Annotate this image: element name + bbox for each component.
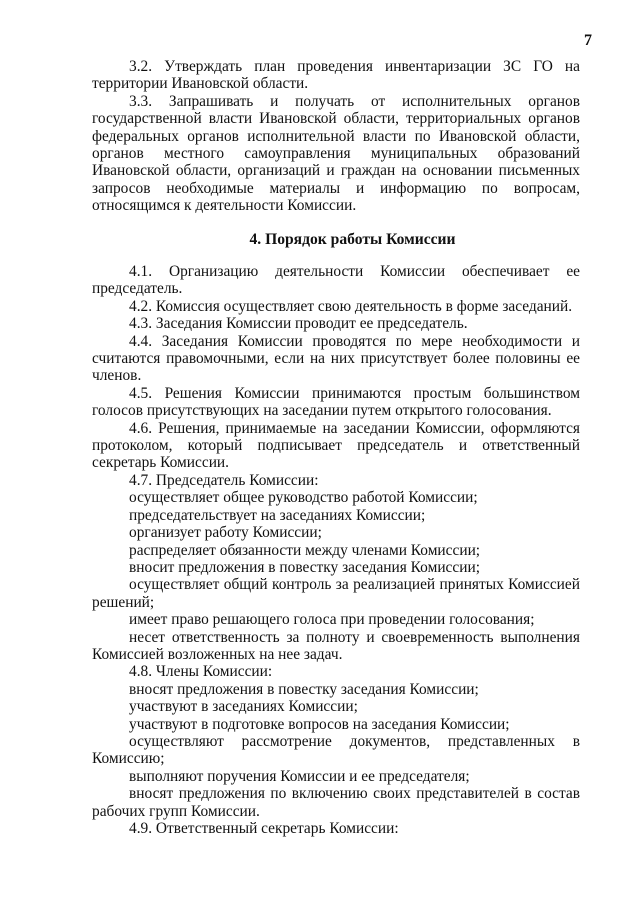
paragraph: 4.5. Решения Комиссии принимаются простым большинством голосов присутствующих на заседании путем открытого голосования. — [92, 384, 580, 420]
paragraph: 4.1. Организацию деятельности Комиссии обеспечивает ее председатель. — [92, 263, 580, 298]
paragraph: участвуют в заседаниях Комиссии; — [129, 698, 358, 716]
paragraph: 4.7. Председатель Комиссии: — [129, 471, 319, 489]
paragraph: осуществляет общее руководство работой Комиссии; — [129, 489, 478, 507]
paragraph: 4.8. Члены Комиссии: — [129, 663, 273, 681]
paragraph: распределяет обязанности между членами Комиссии; — [129, 541, 481, 559]
paragraph: осуществляет общий контроль за реализацией принятых Комиссией решений; — [92, 576, 580, 611]
paragraph: вносят предложения по включению своих представителей в состав рабочих групп Комиссии. — [92, 785, 580, 820]
paragraph: 4.3. Заседания Комиссии проводит ее председатель. — [129, 315, 468, 333]
paragraph: организует работу Комиссии; — [129, 524, 322, 542]
paragraph: 4.4. Заседания Комиссии проводятся по мере необходимости и считаются правомочными, если на них присутствует более половины ее членов. — [92, 332, 580, 385]
paragraph: председательствует на заседаниях Комиссии; — [129, 506, 426, 524]
section-3-body — [92, 58, 580, 215]
section-4-body — [92, 263, 580, 837]
paragraph: 4.9. Ответственный секретарь Комиссии: — [129, 820, 399, 837]
paragraph: вносят предложения в повестку заседания Комиссии; — [129, 680, 479, 698]
paragraph: осуществляют рассмотрение документов, представленных в Комиссию; — [92, 732, 580, 768]
paragraph: 4.2. Комиссия осуществляет свою деятельность в форме заседаний. — [129, 297, 573, 315]
paragraph: 3.3. Запрашивать и получать от исполнительных органов государственной власти Ивановской области, территориальных органов федеральных органов исполнительной власти по Ивановской области, органов местного самоуправления муниципальных образований Ивановской области, организаций и граждан на основании письменных запросов необходимые материалы и информацию по вопросам, относящимся к деятельности Комиссии. — [92, 92, 580, 215]
paragraph: 4.6. Решения, принимаемые на заседании Комиссии, оформляются протоколом, который подписывает председатель и ответственный секретарь Комиссии. — [92, 419, 580, 472]
section-heading: 4. Порядок работы Комиссии — [249, 231, 456, 248]
paragraph: несет ответственность за полноту и своевременность выполнения Комиссией возложенных на нее задач. — [92, 628, 580, 663]
page-number: 7 — [584, 32, 592, 49]
paragraph: 3.2. Утверждать план проведения инвентаризации ЗС ГО на территории Ивановской области. — [92, 58, 580, 93]
paragraph: участвуют в подготовке вопросов на заседания Комиссии; — [129, 715, 510, 733]
paragraph: имеет право решающего голоса при проведении голосования; — [129, 611, 535, 629]
paragraph: выполняют поручения Комиссии и ее председателя; — [129, 767, 470, 785]
paragraph: вносит предложения в повестку заседания Комиссии; — [129, 558, 480, 576]
